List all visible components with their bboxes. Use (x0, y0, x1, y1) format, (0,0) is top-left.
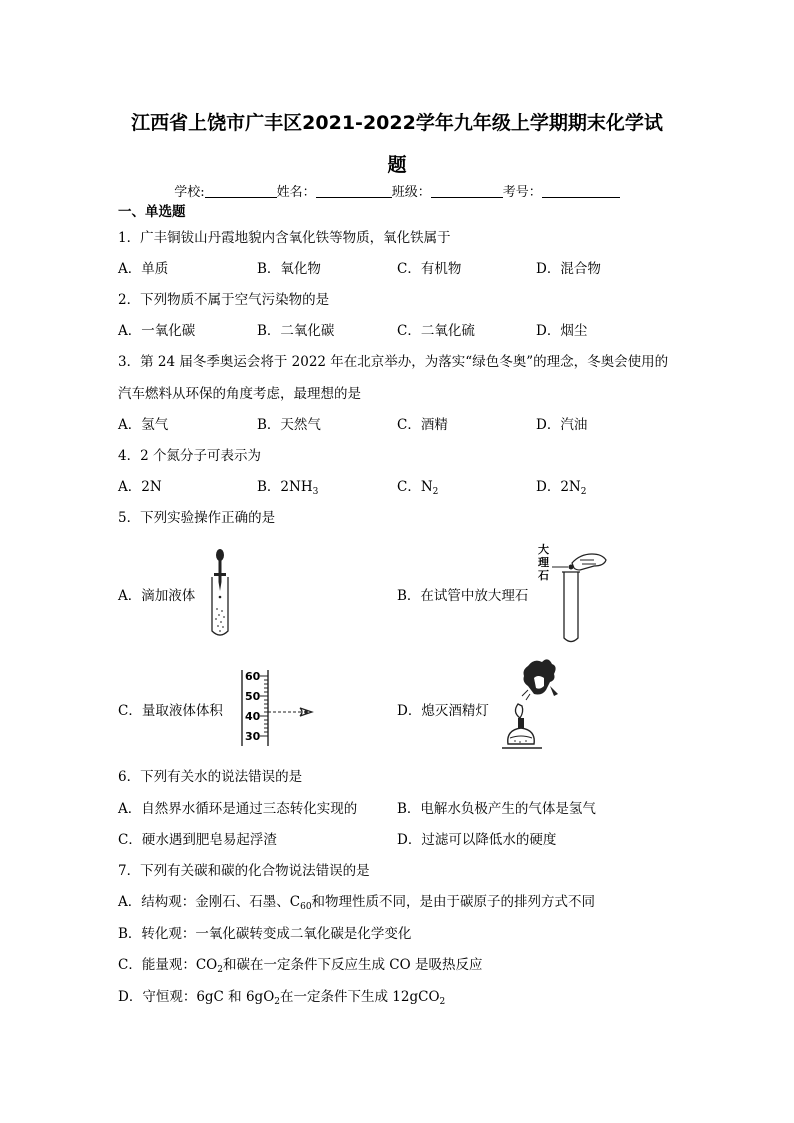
q7-option-b: B．转化观：一氧化碳转变成二氧化碳是化学变化 (118, 926, 412, 942)
q1-option-a: A．单质 (118, 261, 169, 277)
q7-option-c: C．能量观：$CO_2$和碳在一定条件下反应生成 CO 是吸热反应 (118, 957, 483, 975)
q1-option-d: D．混合物 (536, 261, 601, 277)
q5-option-c: C．量取液体体积 (118, 703, 223, 719)
q2-option-c: C．二氧化硫 (397, 323, 475, 339)
q6-option-b: B．电解水负极产生的气体是氢气 (397, 801, 596, 817)
q1-option-b: B．氧化物 (257, 261, 321, 277)
graduated-cylinder-illustration (238, 668, 318, 748)
q5-option-a: A．滴加液体 (118, 588, 196, 604)
q6-option-a: A．自然界水循环是通过三态转化实现的 (118, 801, 358, 817)
q5-option-b: B．在试管中放大理石 (397, 588, 529, 604)
tick-label-60: 60 (245, 670, 261, 683)
q3-option-b: B．天然气 (257, 417, 321, 433)
tick-label-30: 30 (245, 730, 261, 743)
question-4-stem: 4．2 个氮分子可表示为 (118, 448, 261, 464)
question-2-stem: 2．下列物质不属于空气污染物的是 (118, 292, 330, 308)
q4-option-d: D．$2N_2$ (536, 479, 587, 497)
q2-option-b: B．二氧化碳 (257, 323, 335, 339)
q6-option-c: C．硬水遇到肥皂易起浮渣 (118, 832, 277, 848)
q4-option-c: C．$N_2$ (397, 479, 439, 497)
tick-label-40: 40 (245, 710, 261, 723)
question-3-stem-line1: 3．第 24 届冬季奥运会将于 2022 年在北京举办，为落实“绿色冬奥”的理念，冬奥会使用的 (118, 354, 669, 370)
exam-number-blank[interactable] (542, 185, 620, 198)
q3-option-c: C．酒精 (397, 417, 448, 433)
student-info-line (0, 181, 794, 200)
page-title-line2: 题 (387, 154, 407, 176)
q4-option-a: A．2N (118, 479, 162, 495)
name-label: 姓名： (276, 185, 316, 200)
page-title-line1: 江西省上饶市广丰区2021-2022学年九年级上学期期末化学试 (131, 112, 663, 134)
q3-option-a: A．氢气 (118, 417, 169, 433)
question-5-stem: 5．下列实验操作正确的是 (118, 510, 276, 526)
q2-option-a: A．一氧化碳 (118, 323, 196, 339)
question-7-stem: 7．下列有关碳和碳的化合物说法错误的是 (118, 863, 370, 879)
q7-option-a: A．结构观：金刚石、石墨、$C_{60}$和物理性质不同，是由于碳原子的排列方式不同 (118, 894, 596, 912)
section-heading: 一、单选题 (118, 204, 186, 220)
q2-option-d: D．烟尘 (536, 323, 588, 339)
q3-option-d: D．汽油 (536, 417, 588, 433)
q7-option-d: D．守恒观：6gC 和 $6gO_2$在一定条件下生成 12gCO$_2$ (118, 989, 446, 1007)
exam-number-label: 考号： (502, 185, 542, 200)
tick-label-50: 50 (245, 690, 261, 703)
q4-option-b: B．$2NH_3$ (257, 479, 319, 497)
class-blank[interactable] (431, 185, 503, 198)
question-3-stem-line2: 汽车燃料从环保的角度考虑，最理想的是 (118, 386, 361, 402)
q5-option-d: D．熄灭酒精灯 (397, 703, 489, 719)
marble-label: 大 理 石 (538, 543, 549, 582)
dropper-test-tube-illustration (205, 547, 235, 639)
name-blank[interactable] (316, 185, 392, 198)
q6-option-d: D．过滤可以降低水的硬度 (397, 832, 557, 848)
school-label: 学校: (174, 185, 205, 200)
q1-option-c: C．有机物 (397, 261, 462, 277)
school-blank[interactable] (205, 185, 277, 198)
question-1-stem: 1．广丰铜钹山丹霞地貌内含氧化铁等物质，氧化铁属于 (118, 230, 451, 246)
marble-test-tube-illustration (550, 546, 610, 646)
class-label: 班级： (391, 185, 431, 200)
alcohol-lamp-illustration (498, 656, 568, 758)
question-6-stem: 6．下列有关水的说法错误的是 (118, 769, 303, 785)
